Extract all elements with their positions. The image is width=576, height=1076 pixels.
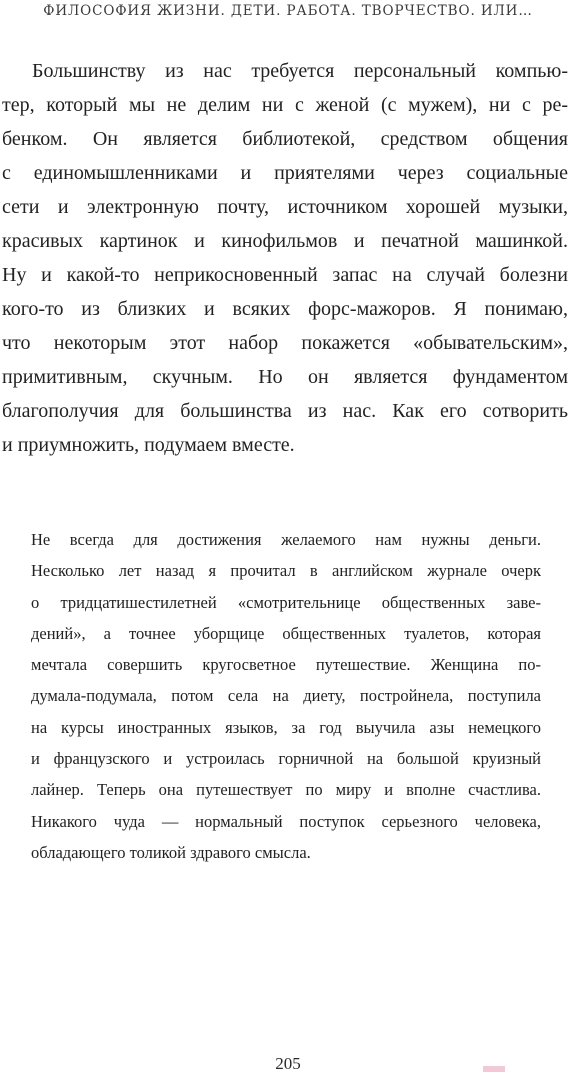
text-line: с единомышленниками и приятелями через социальные xyxy=(2,162,568,184)
text-line: Большинству из нас требуется персональный компью- xyxy=(32,60,568,82)
text-line: кого-то из близких и всяких форс-мажоров. Я понимаю, xyxy=(2,298,568,320)
main-paragraph xyxy=(2,54,568,462)
text-line: сети и электронную почту, источником хорошей музыки, xyxy=(2,196,568,218)
text-line: что некоторым этот набор покажется «обывательским», xyxy=(2,332,568,354)
text-line: благополучия для большинства из нас. Как его сотворить xyxy=(2,400,568,422)
inset-line: думала-подумала, потом села на диету, постройнела, поступила xyxy=(31,686,541,706)
text-line: примитивным, скучным. Но он является фундаментом xyxy=(2,366,568,388)
inset-line: Никакого чуда — нормальный поступок серьезного человека, xyxy=(31,811,541,831)
inset-line: лайнер. Теперь она путешествует по миру и вполне счастлива. xyxy=(31,780,541,800)
inset-paragraph xyxy=(31,524,541,868)
text-line: и приумножить, подумаем вместе. xyxy=(2,434,295,456)
page-number: 205 xyxy=(275,1054,301,1073)
inset-line: дений», а точнее уборщице общественных туалетов, которая xyxy=(31,623,541,643)
corner-mark xyxy=(483,1066,505,1072)
inset-line: о тридцатишестилетней «смотрительнице общественных заве- xyxy=(31,592,541,612)
inset-line: Несколько лет назад я прочитал в английском журнале очерк xyxy=(31,561,541,581)
inset-line: и французского и устроилась горничной на большой круизный xyxy=(31,749,541,769)
text-line: тер, который мы не делим ни с женой (с мужем), ни с ре- xyxy=(2,94,568,116)
text-line: Ну и какой-то неприкосновенный запас на случай болезни xyxy=(2,264,568,286)
inset-line: обладающего толикой здравого смысла. xyxy=(31,842,311,862)
running-header: ФИЛОСОФИЯ ЖИЗНИ. ДЕТИ. РАБОТА. ТВОРЧЕСТВО. ИЛИ… xyxy=(43,3,533,19)
inset-line: Не всегда для достижения желаемого нам нужны деньги. xyxy=(31,530,541,549)
text-line: красивых картинок и кинофильмов и печатной машинкой. xyxy=(2,230,568,252)
inset-line: на курсы иностранных языков, за год выучила азы немецкого xyxy=(31,717,541,737)
text-line: бенком. Он является библиотекой, средством общения xyxy=(2,128,568,150)
inset-line: мечтала совершить кругосветное путешествие. Женщина по- xyxy=(31,655,541,675)
